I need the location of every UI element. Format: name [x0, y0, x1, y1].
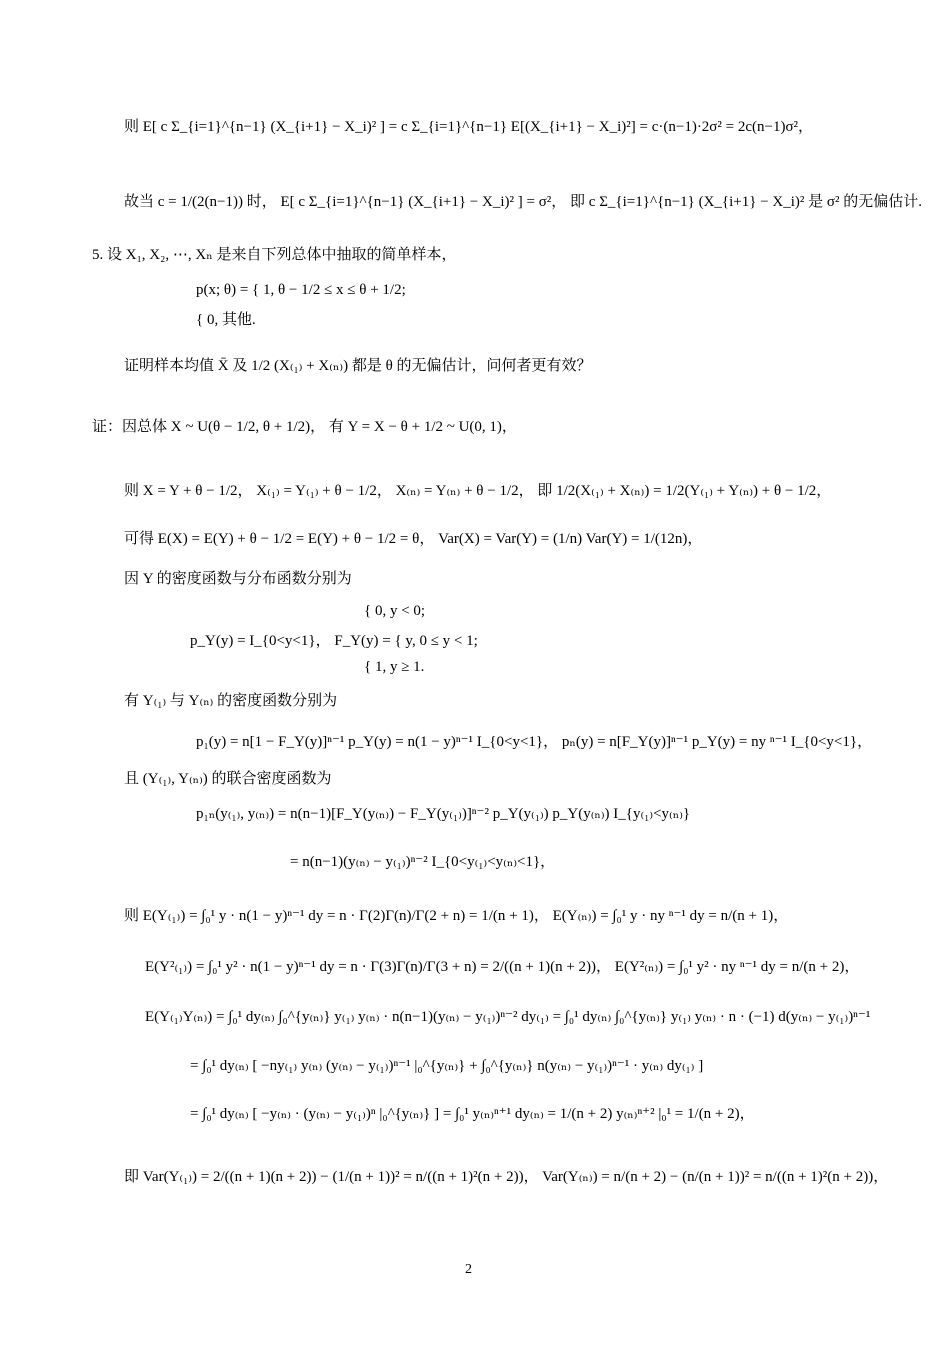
page-number: 2 [465, 1262, 472, 1277]
density-case-1: p(x; θ) = { 1, θ − 1/2 ≤ x ≤ θ + 1/2; [196, 282, 406, 298]
problem-5-heading: 5. 设 X₁, X₂, ⋯, Xₙ 是来自下列总体中抽取的简单样本， [92, 247, 457, 263]
joint-density-line-2: = n(n−1)(y₍ₙ₎ − y₍₁₎)ⁿ⁻² I_{0<y₍₁₎<y₍ₙ₎<1}， [290, 854, 556, 870]
pdf-cdf-line: p_Y(y) = I_{0<y<1}， F_Y(y) = { y, 0 ≤ y < 1; [190, 633, 478, 649]
text-line-1: 则 E[ c Σ_{i=1}^{n−1} (X_{i+1} − X_i)² ] = c Σ_{i=1}^{n−1} E[(X_{i+1} − X_i)²] = c·(n−1)·2σ² = 2c(n−1)σ²， [124, 119, 814, 135]
text-line-23: = ∫₀¹ dy₍ₙ₎ [ −y₍ₙ₎ · (y₍ₙ₎ − y₍₁₎)ⁿ |₀^{y₍ₙ₎} ] = ∫₀¹ y₍ₙ₎ⁿ⁺¹ dy₍ₙ₎ = 1/(n + 2) y₍ₙ₎ⁿ⁺² |₀¹ = 1/(n + 2)， [190, 1106, 755, 1122]
density-case-2: { 0, 其他. [196, 312, 256, 328]
proof-start: 证：因总体 X ~ U(θ − 1/2, θ + 1/2)， 有 Y = X − θ + 1/2 ~ U(0, 1)， [92, 419, 517, 435]
text-line-20: E(Y²₍₁₎) = ∫₀¹ y² · n(1 − y)ⁿ⁻¹ dy = n · Γ(3)Γ(n)/Γ(3 + n) = 2/((n + 1)(n + 2))， E(Y²₍ₙ₎) = ∫₀¹ y² · ny ⁿ⁻¹ dy = n/(n + 2)， [145, 959, 860, 975]
cdf-case-3: { 1, y ≥ 1. [364, 659, 425, 675]
text-line-8: 则 X = Y + θ − 1/2， X₍₁₎ = Y₍₁₎ + θ − 1/2， X₍ₙ₎ = Y₍ₙ₎ + θ − 1/2， 即 1/2(X₍₁₎ + X₍ₙ₎) = 1/2(Y₍₁₎ + Y₍ₙ₎) + θ − 1/2， [124, 483, 832, 499]
problem-statement: 证明样本均值 X̄ 及 1/2 (X₍₁₎ + X₍ₙ₎) 都是 θ 的无偏估计，问何者更有效？ [124, 358, 592, 374]
text-line-22: = ∫₀¹ dy₍ₙ₎ [ −ny₍₁₎ y₍ₙ₎ (y₍ₙ₎ − y₍₁₎)ⁿ⁻¹ |₀^{y₍ₙ₎} + ∫₀^{y₍ₙ₎} n(y₍ₙ₎ − y₍₁₎)ⁿ⁻¹ · y₍ₙ₎ dy₍₁₎ ] [190, 1058, 704, 1074]
cdf-case-1: { 0, y < 0; [364, 603, 426, 619]
text-line-24: 即 Var(Y₍₁₎) = 2/((n + 1)(n + 2)) − (1/(n + 1))² = n/((n + 1)²(n + 2))， Var(Y₍ₙ₎) = n/(n + 2) − (n/(n + 1))² = n/((n + 1)²(n + 2))， [124, 1169, 889, 1185]
text-line-15: p₁(y) = n[1 − F_Y(y)]ⁿ⁻¹ p_Y(y) = n(1 − y)ⁿ⁻¹ I_{0<y<1}， pₙ(y) = n[F_Y(y)]ⁿ⁻¹ p_Y(y) = ny ⁿ⁻¹ I_{0<y<1}， [196, 734, 873, 750]
text-line-9: 可得 E(X) = E(Y) + θ − 1/2 = E(Y) + θ − 1/2 = θ， Var(X) = Var(Y) = (1/n) Var(Y) = 1/(12n)， [124, 531, 703, 547]
text-line-2: 故当 c = 1/(2(n−1)) 时， E[ c Σ_{i=1}^{n−1} (X_{i+1} − X_i)² ] = σ²， 即 c Σ_{i=1}^{n−1} (X_{i+1} − X_i)² 是 σ² 的无偏估计. [124, 194, 922, 210]
text-line-10: 因 Y 的密度函数与分布函数分别为 [124, 571, 352, 587]
joint-density-line-1: p₁ₙ(y₍₁₎, y₍ₙ₎) = n(n−1)[F_Y(y₍ₙ₎) − F_Y(y₍₁₎)]ⁿ⁻² p_Y(y₍₁₎) p_Y(y₍ₙ₎) I_{y₍₁₎<y₍ₙ₎} [196, 806, 691, 822]
text-line-16: 且 (Y₍₁₎, Y₍ₙ₎) 的联合密度函数为 [124, 771, 332, 787]
text-line-21: E(Y₍₁₎Y₍ₙ₎) = ∫₀¹ dy₍ₙ₎ ∫₀^{y₍ₙ₎} y₍₁₎ y₍ₙ₎ · n(n−1)(y₍ₙ₎ − y₍₁₎)ⁿ⁻² dy₍₁₎ = ∫₀¹ dy₍ₙ₎ ∫₀^{y₍ₙ₎} y₍₁₎ y₍ₙ₎ · n · (−1) d(y₍ₙ₎ − y₍₁₎)ⁿ⁻¹ [145, 1009, 871, 1025]
text-line-14: 有 Y₍₁₎ 与 Y₍ₙ₎ 的密度函数分别为 [124, 693, 338, 709]
text-line-19: 则 E(Y₍₁₎) = ∫₀¹ y · n(1 − y)ⁿ⁻¹ dy = n · Γ(2)Γ(n)/Γ(2 + n) = 1/(n + 1)， E(Y₍ₙ₎) = ∫₀¹ y · ny ⁿ⁻¹ dy = n/(n + 1)， [124, 908, 789, 924]
